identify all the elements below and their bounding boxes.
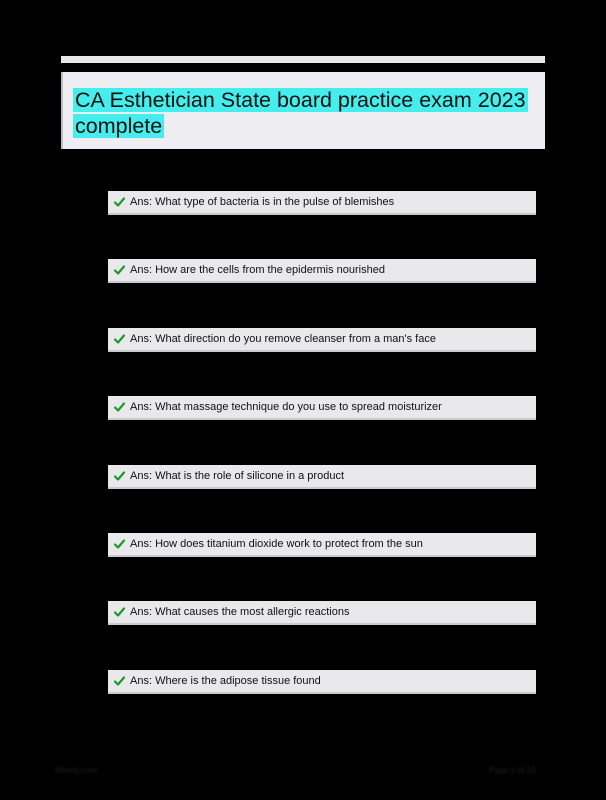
answer-text: Ans: Where is the adipose tissue found — [130, 675, 321, 687]
answer-row — [108, 259, 536, 283]
answer-text: Ans: How does titanium dioxide work to protect from the sun — [130, 538, 423, 550]
answer-text: Ans: What causes the most allergic reactions — [130, 606, 350, 618]
answer-row — [108, 328, 536, 352]
answer-row — [108, 533, 536, 557]
check-icon — [113, 538, 126, 551]
check-icon — [113, 675, 126, 688]
answer-text: Ans: What massage technique do you use to spread moisturizer — [130, 401, 442, 413]
answer-text: Ans: What type of bacteria is in the pulse of blemishes — [130, 196, 395, 208]
footer-page-number: Page 1 of 12 — [489, 766, 536, 775]
answer-text: Ans: What is the role of silicone in a product — [130, 470, 344, 482]
footer-source: Stuvia.com — [55, 766, 98, 775]
answer-row — [108, 396, 536, 420]
answer-text: Ans: How are the cells from the epidermis nourished — [130, 264, 385, 276]
check-icon — [113, 264, 126, 277]
answer-row — [108, 191, 536, 215]
check-icon — [113, 196, 126, 209]
answer-row — [108, 601, 536, 625]
check-icon — [113, 470, 126, 483]
answer-row — [108, 670, 536, 694]
check-icon — [113, 401, 126, 414]
answer-text: Ans: What direction do you remove cleanser from a man's face — [130, 333, 436, 345]
check-icon — [113, 333, 126, 346]
answer-row — [108, 465, 536, 489]
check-icon — [113, 606, 126, 619]
page-title-highlight: CA Esthetician State board practice exam 2023 complete — [75, 88, 526, 138]
